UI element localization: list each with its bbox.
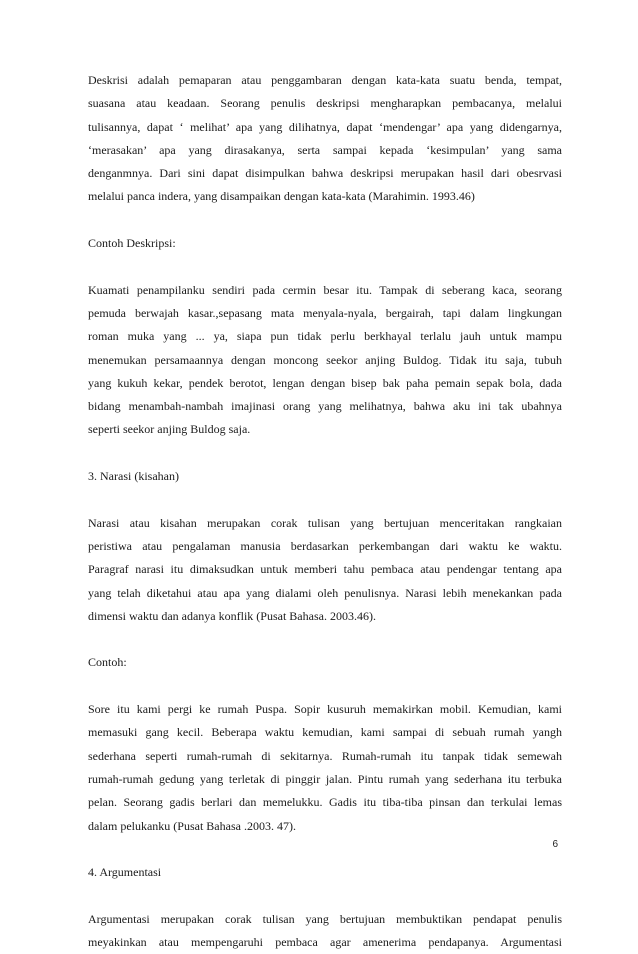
page-number: 6 — [552, 839, 558, 850]
text-line: bidang menambah-nambah imajinasi orang yang melihatnya, bahwa aku ini tak ubahnya — [88, 399, 562, 414]
text-line: sederhana seperti rumah-rumah di sekitarnya. Rumah-rumah itu tanpak tidak semewah — [88, 748, 562, 763]
section-heading: Contoh: — [88, 655, 127, 670]
text-line: Kuamati penampilanku sendiri pada cermin besar itu. Tampak di seberang kaca, seorang — [88, 282, 562, 297]
text-line: tulisannya, dapat ‘ melihat’ apa yang dilihatnya, dapat ‘mendengar’ apa yang didengarnya, — [88, 119, 562, 134]
section-heading: 3. Narasi (kisahan) — [88, 469, 179, 484]
section-heading: 4. Argumentasi — [88, 865, 162, 880]
text-line: Narasi atau kisahan merupakan corak tulisan yang bertujuan menceritakan rangkaian — [88, 515, 562, 530]
text-line: pelan. Seorang gadis berlari dan memelukku. Gadis itu tiba-tiba pinsan dan terkulai lemas — [88, 795, 562, 810]
text-line: seperti seekor anjing Buldog saja. — [88, 422, 251, 437]
body-paragraph — [88, 908, 562, 954]
text-line: melalui panca indera, yang disampaikan dengan kata-kata (Marahimin. 1993.46) — [88, 189, 475, 204]
page-body — [88, 69, 562, 954]
text-line: dalam pelukanku (Pusat Bahasa .2003. 47). — [88, 818, 296, 833]
paragraph-gap — [88, 628, 562, 651]
text-line: rumah-rumah gedung yang terletak di pinggir jalan. Pintu rumah yang sederhana itu terbuka — [88, 771, 562, 786]
body-paragraph — [88, 69, 562, 209]
paragraph-gap — [88, 442, 562, 465]
text-line: roman muka yang ... ya, siapa pun tidak perlu berkhayal terlalu jauh untuk mampu — [88, 329, 562, 344]
text-line: yang telah diketahui atau apa yang dialami oleh penulisnya. Narasi lebih menekankan pada — [88, 585, 562, 600]
text-line: yang kukuh kekar, pendek berotot, lengan dengan bisep bak paha pemain sepak bola, dada — [88, 375, 562, 390]
text-line: pemuda berwajah kasar.,sepasang mata menyala-nyala, bergairah, tapi dalam lingkungan — [88, 305, 562, 320]
text-line: Paragraf narasi itu dimaksudkan untuk memberi tahu pembaca atau pendengar tentang apa — [88, 562, 562, 577]
text-line: meyakinkan atau mempengaruhi pembaca agar amenerima pendapanya. Argumentasi — [88, 934, 562, 949]
paragraph-gap — [88, 838, 562, 861]
body-paragraph — [88, 698, 562, 838]
text-line: Sore itu kami pergi ke rumah Puspa. Sopir kusuruh memakirkan mobil. Kemudian, kami — [88, 702, 562, 717]
text-line: dimensi waktu dan adanya konflik (Pusat Bahasa. 2003.46). — [88, 608, 376, 623]
text-line: Argumentasi merupakan corak tulisan yang bertujuan membuktikan pendapat penulis — [88, 911, 562, 926]
text-line: menemukan persamaannya dengan moncong seekor anjing Buldog. Tidak itu saja, tubuh — [88, 352, 562, 367]
body-paragraph — [88, 512, 562, 628]
section-heading: Contoh Deskripsi: — [88, 236, 176, 251]
paragraph-gap — [88, 209, 562, 232]
text-line: ‘merasakan’ apa yang dirasakanya, serta sampai kepada ‘kesimpulan’ yang sama — [88, 142, 562, 157]
paragraph-gap — [88, 488, 562, 511]
text-line: memasuki gang kecil. Beberapa waktu kemudian, kami sampai di sebuah rumah yangh — [88, 725, 562, 740]
paragraph-gap — [88, 255, 562, 278]
paragraph-gap — [88, 884, 562, 907]
text-line: suasana atau keadaan. Seorang penulis deskripsi mengharapkan pembacanya, melalui — [88, 96, 562, 111]
paragraph-gap — [88, 675, 562, 698]
text-line: denganmnya. Dari sini dapat disimpulkan bahwa deskripsi merupakan hasil dari obesrvasi — [88, 166, 562, 181]
text-line: peristiwa atau pengalaman manusia berdasarkan perkembangan dari waktu ke waktu. — [88, 538, 562, 553]
body-paragraph — [88, 279, 562, 442]
text-line: Deskrisi adalah pemaparan atau penggambaran dengan kata-kata suatu benda, tempat, — [88, 73, 562, 87]
